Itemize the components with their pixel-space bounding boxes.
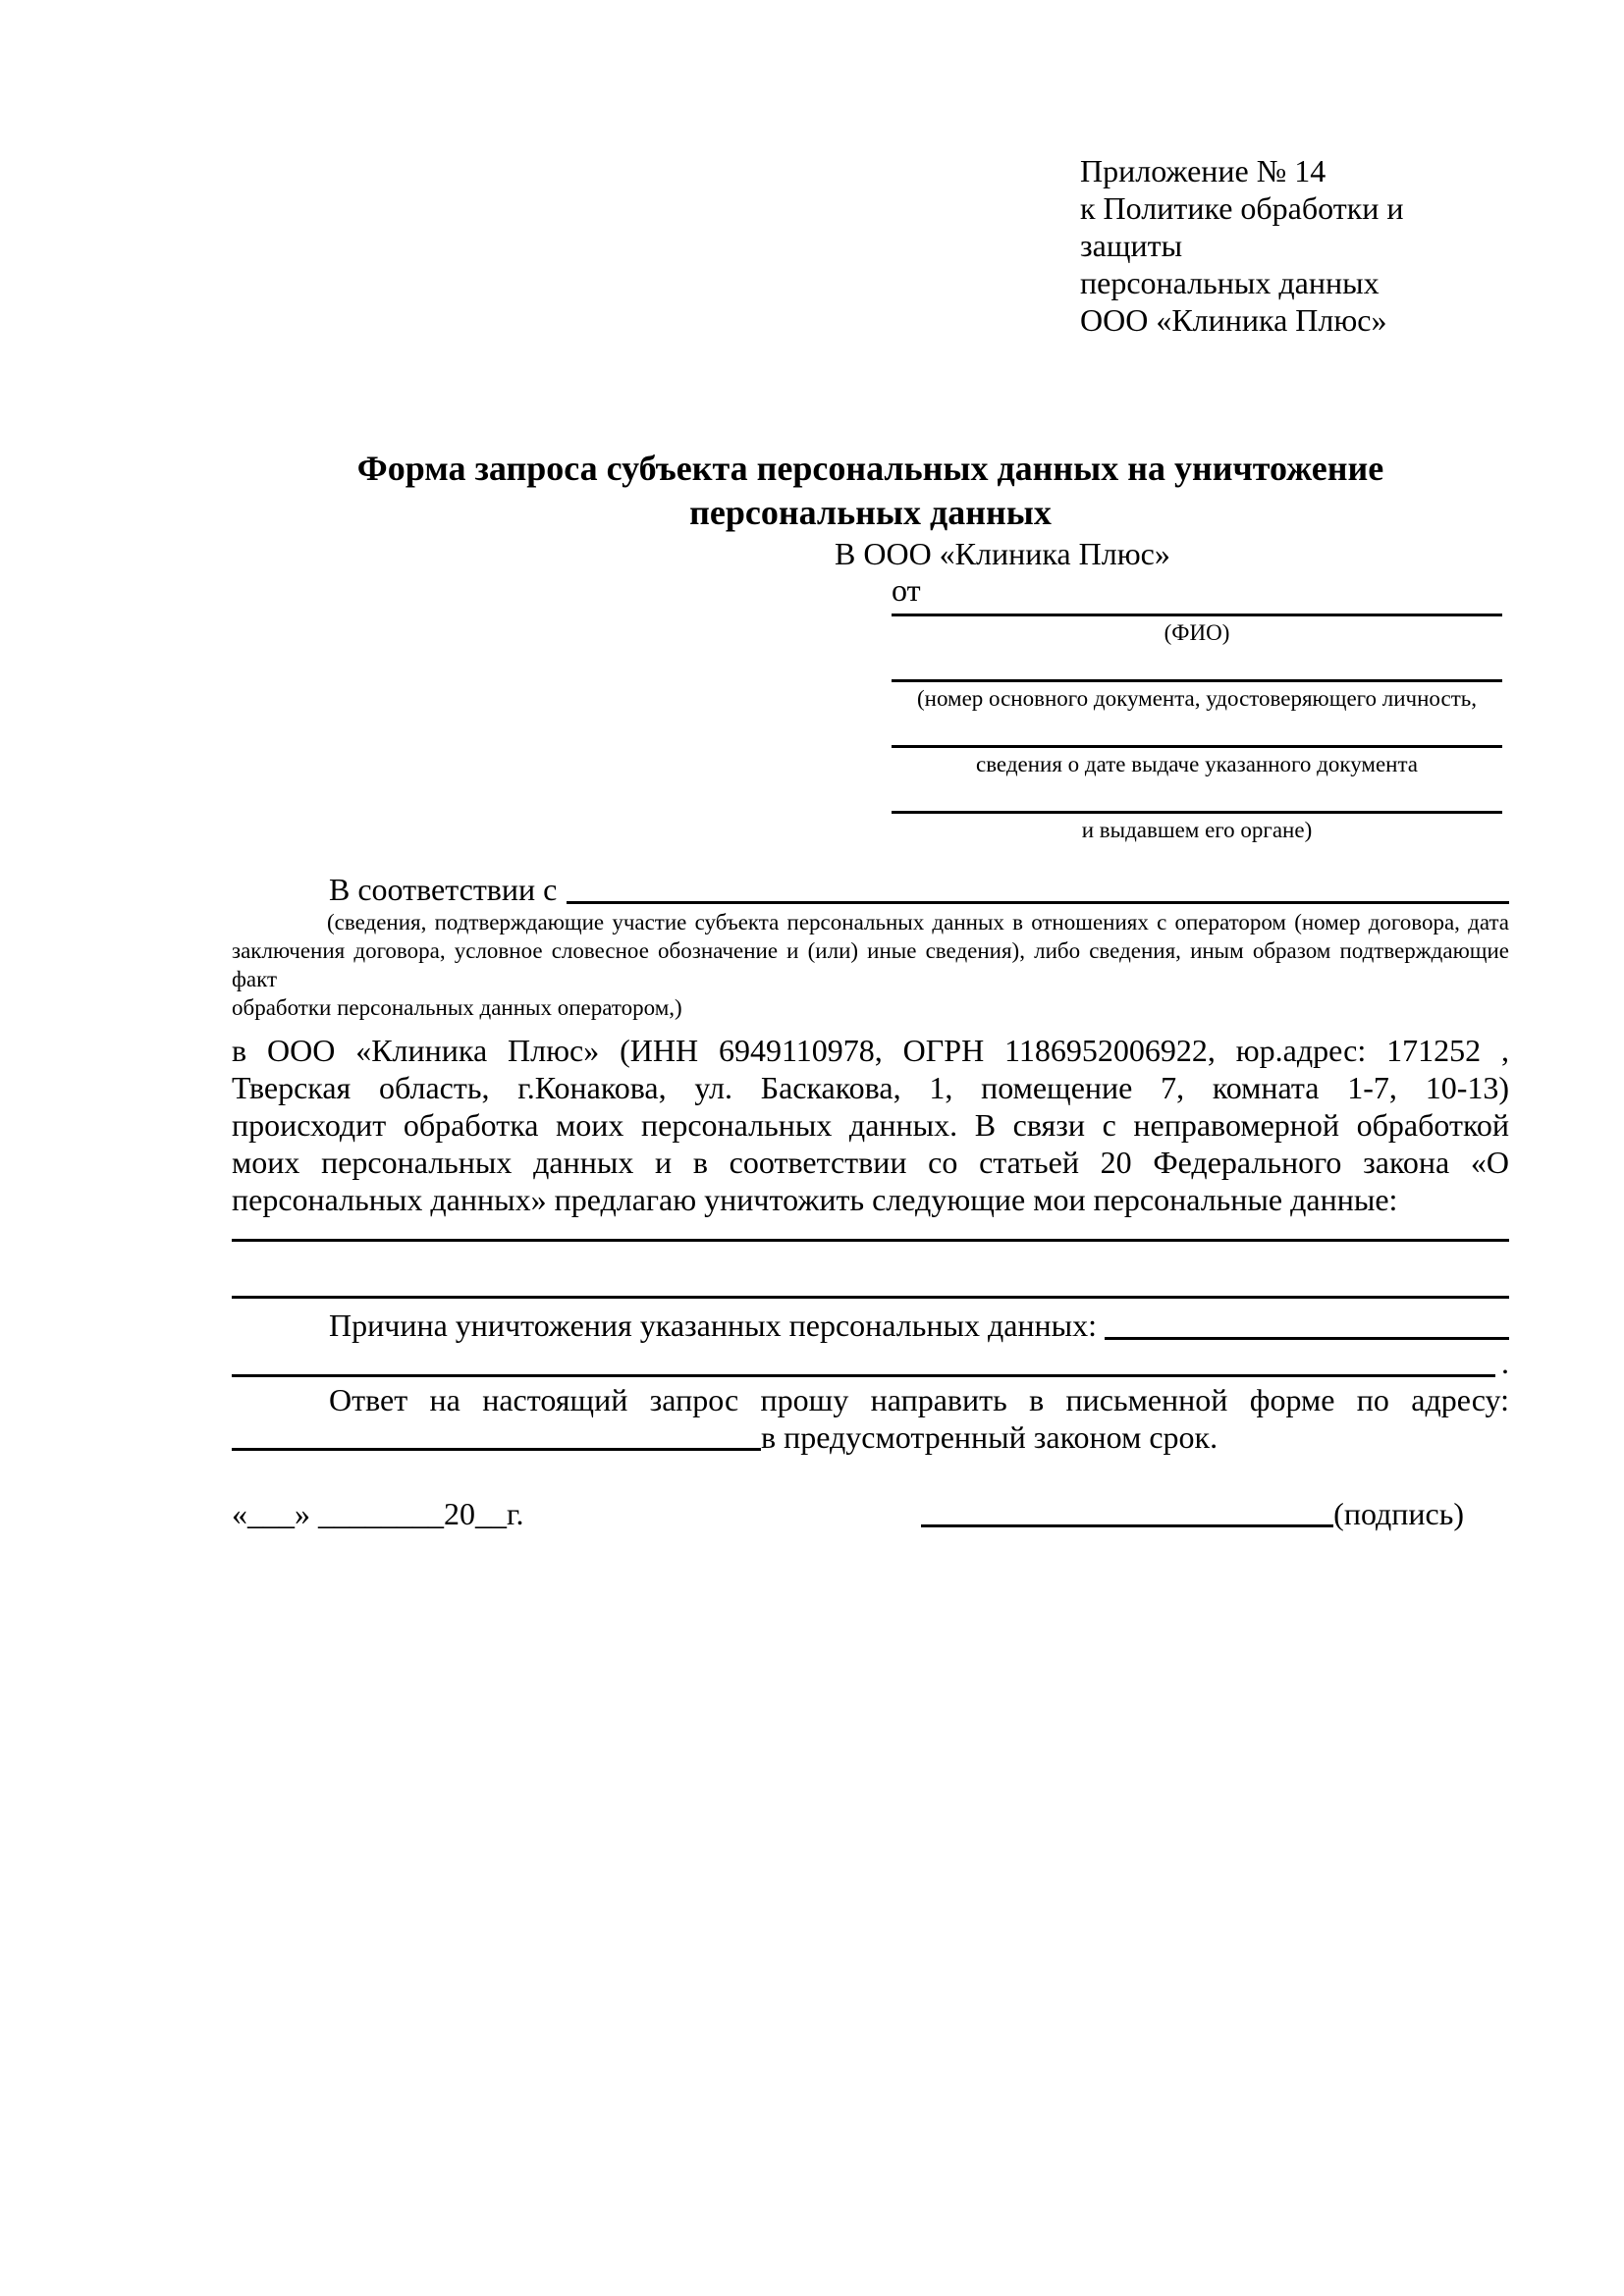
accordance-blank-line (567, 901, 1509, 904)
appendix-line: к Политике обработки и защиты (1080, 190, 1404, 263)
reason-blank-line (1105, 1337, 1509, 1340)
reason-blank-line-2 (232, 1374, 1495, 1377)
body-line: Тверская область, г.Конакова, ул. Баскакова, 1, помещение 7, комната 1-7, 10-13) (232, 1070, 1509, 1105)
document-number-blank-line (892, 673, 1502, 682)
answer-request-text: Ответ на настоящий запрос прошу направить в письменной форме по адресу: (329, 1382, 1509, 1417)
note-line: заключения договора, условное словесное обозначение и (или) иные сведения), либо сведения, иным образом подтверждающие факт (232, 938, 1509, 991)
addressee: В ООО «Клиника Плюс» (835, 536, 1170, 571)
data-blank-line-1 (232, 1239, 1509, 1242)
reason-row (232, 1307, 1509, 1344)
field-document-number (892, 673, 1502, 714)
document-title-line: Форма запроса субъекта персональных данных на уничтожение (356, 449, 1384, 488)
fio-blank-line (892, 608, 1502, 616)
date-signature-row (232, 1495, 1509, 1532)
issue-date-caption: сведения о дате выдаче указанного документа (975, 752, 1419, 776)
data-blank-line-2 (232, 1296, 1509, 1299)
address-blank-line (232, 1448, 761, 1451)
issuing-authority-blank-line (892, 805, 1502, 814)
term-row (232, 1418, 1509, 1456)
appendix-line: Приложение № 14 (1080, 153, 1326, 188)
note-line: (сведения, подтверждающие участие субъекта персональных данных в отношениях с оператором (номер договора, дата (327, 910, 1509, 934)
note-line: обработки персональных данных оператором,) (232, 995, 682, 1020)
reason-label: Причина уничтожения указанных персональных данных: (329, 1308, 1098, 1343)
appendix-line: персональных данных (1080, 265, 1380, 300)
term-text: в предусмотренный законом срок. (761, 1419, 1218, 1455)
accordance-row (232, 871, 1509, 908)
signature-caption: (подпись) (1333, 1496, 1464, 1531)
document-title (232, 447, 1509, 535)
document-title-line: персональных данных (689, 493, 1052, 532)
from-label: от (892, 572, 921, 608)
reason-continuation-row (232, 1344, 1509, 1381)
field-issue-date (892, 739, 1502, 779)
date-placeholder: «___» ________20__г. (232, 1496, 524, 1531)
body-paragraph (232, 1032, 1509, 1218)
signature-group (921, 1495, 1464, 1532)
accordance-lead-text: В соответствии с (329, 872, 558, 907)
issuing-authority-caption: и выдавшем его органе) (1081, 818, 1313, 842)
period-text: . (1501, 1345, 1509, 1380)
signature-blank-line (921, 1524, 1333, 1527)
body-line: персональных данных» предлагаю уничтожить следующие мои персональные данные: (232, 1182, 1398, 1217)
body-line: моих персональных данных и в соответствии со статьей 20 Федерального закона «О (232, 1145, 1509, 1180)
body-line: происходит обработка моих персональных данных. В связи с неправомерной обработкой (232, 1107, 1509, 1143)
applicant-fields (232, 608, 1509, 845)
field-issuing-authority (892, 805, 1502, 845)
fio-caption: (ФИО) (1164, 620, 1230, 645)
appendix-reference (1080, 152, 1509, 339)
issue-date-blank-line (892, 739, 1502, 748)
field-fio (892, 608, 1502, 648)
parenthetical-note (232, 908, 1509, 1022)
body-line: в ООО «Клиника Плюс» (ИНН 6949110978, ОГРН 1186952006922, юр.адрес: 171252 , (232, 1033, 1509, 1068)
appendix-line: ООО «Клиника Плюс» (1080, 302, 1387, 338)
document-number-caption: (номер основного документа, удостоверяющего личность, (916, 686, 1477, 711)
